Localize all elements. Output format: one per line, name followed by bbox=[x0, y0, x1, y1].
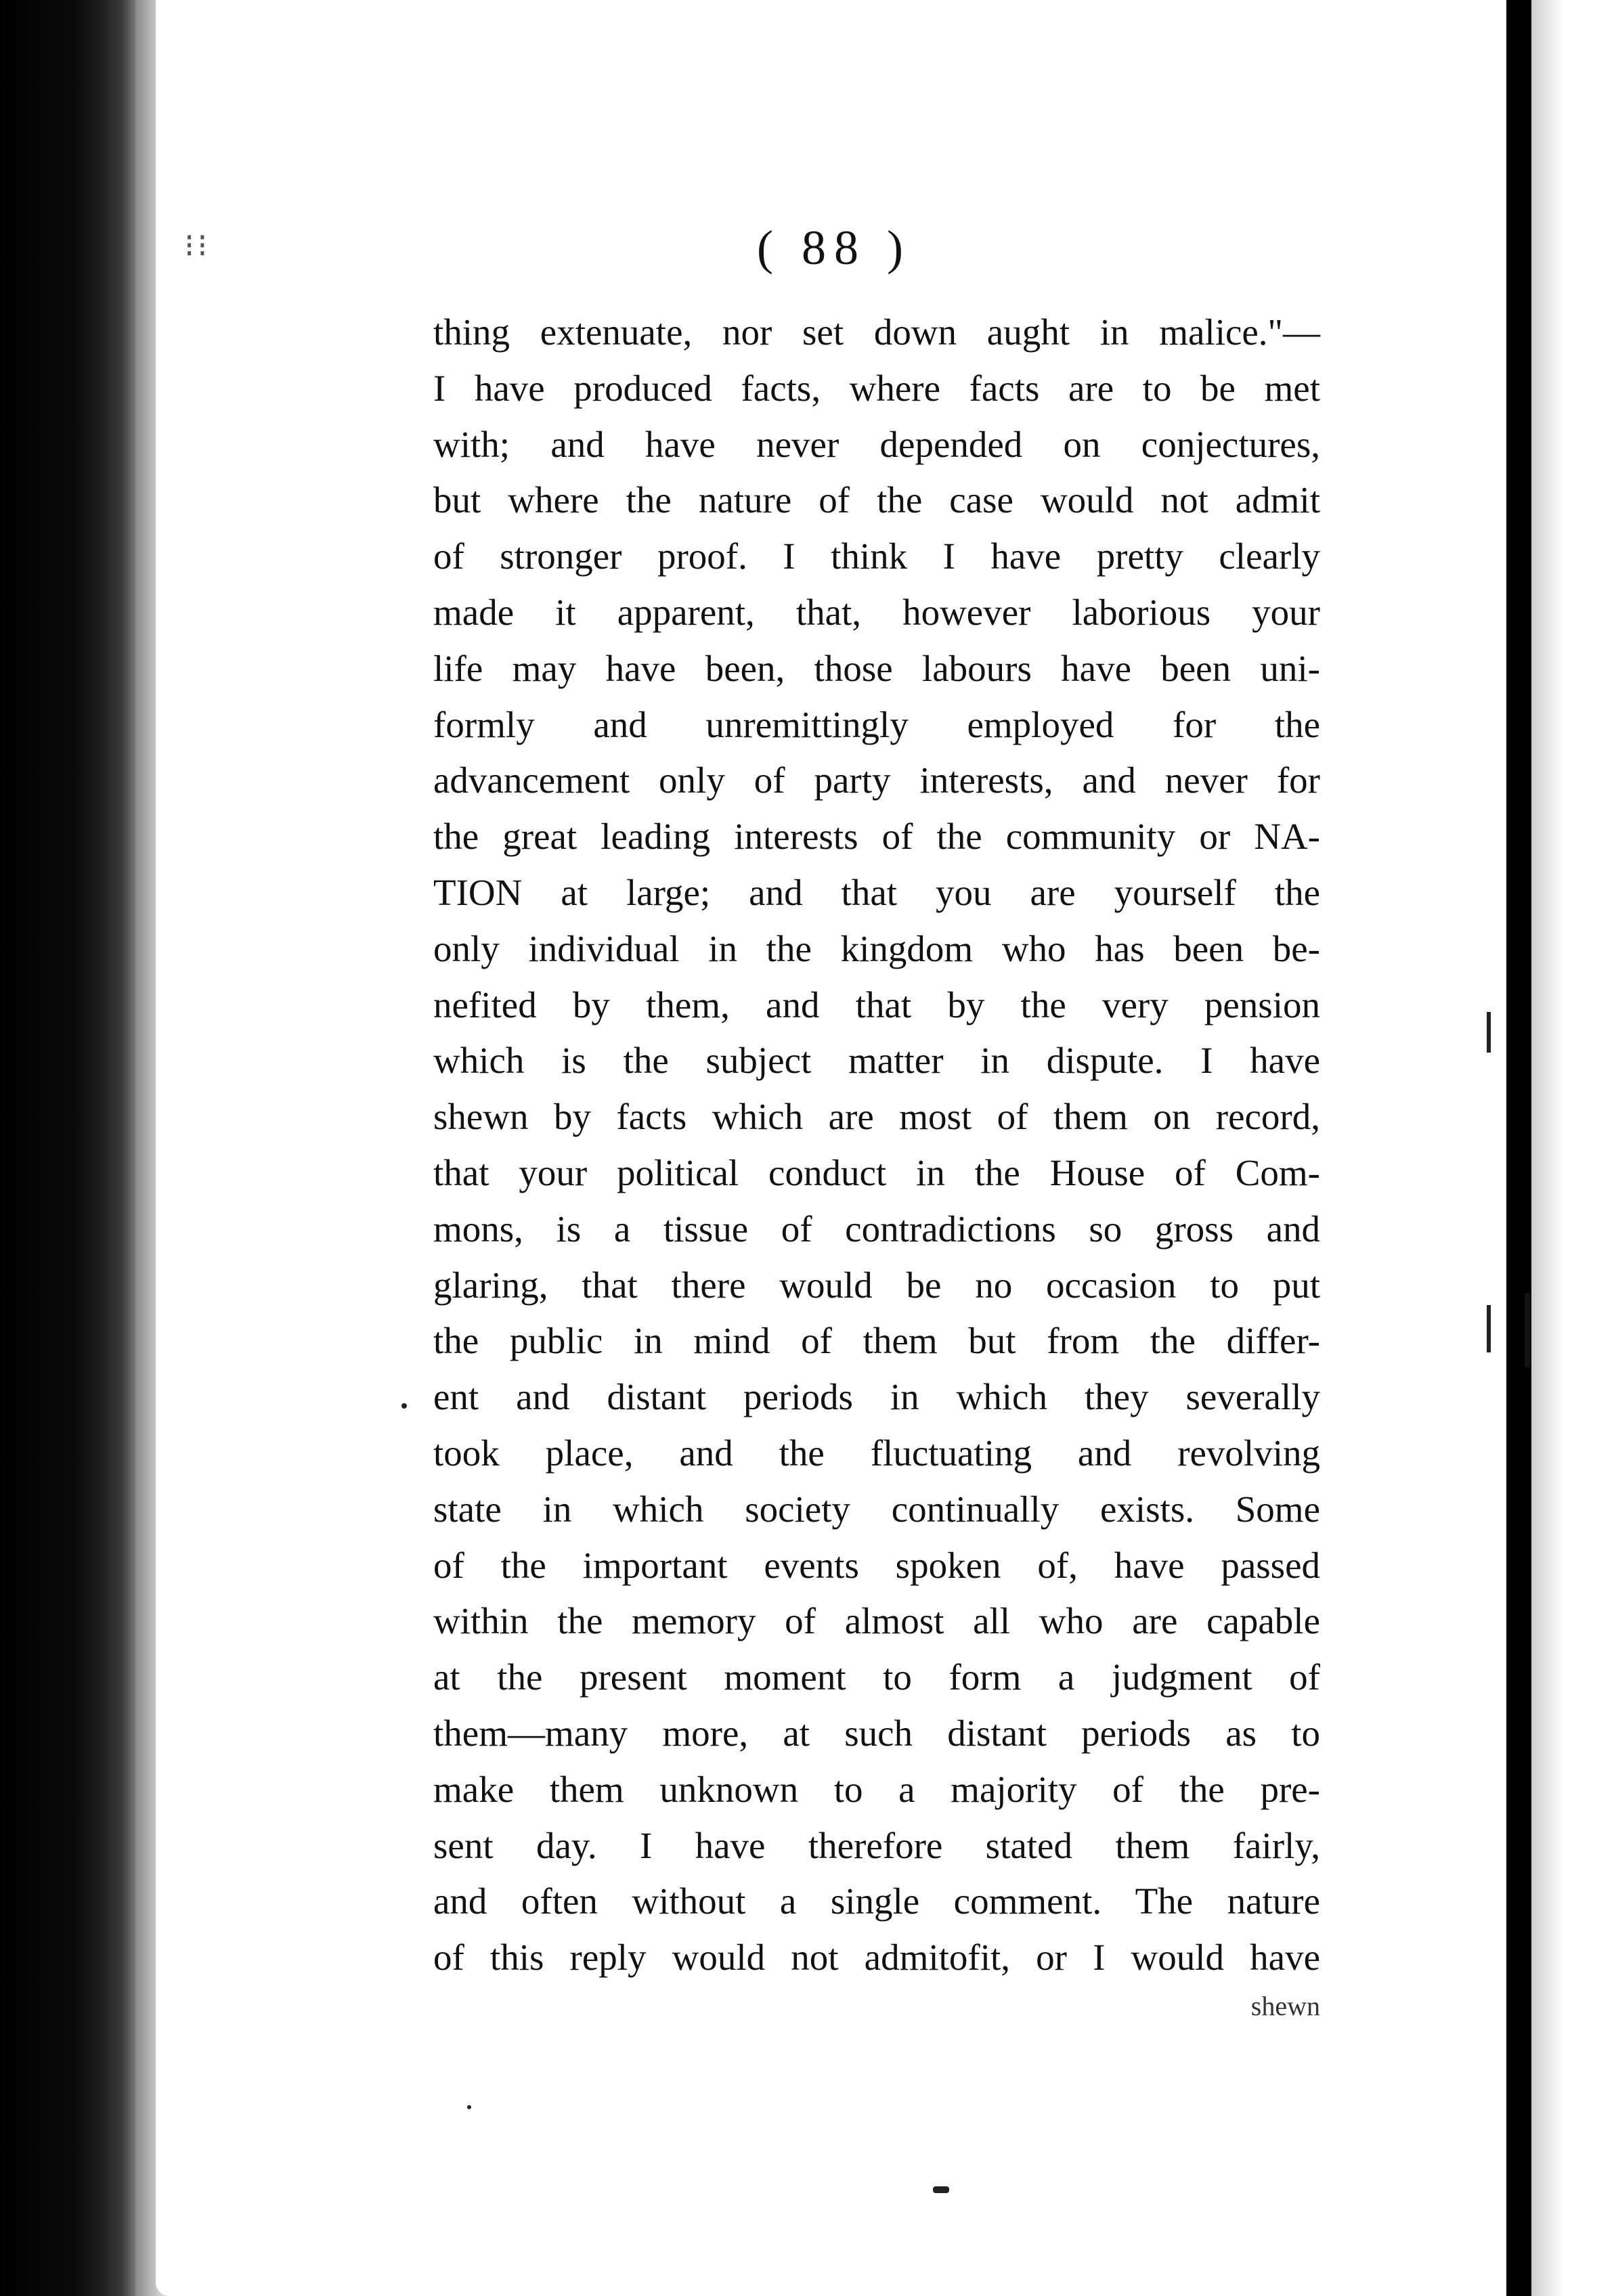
text-line: glaring, that there would be no occasion to put bbox=[433, 1264, 1320, 1306]
ink-speck bbox=[401, 1403, 407, 1409]
text-line: that your political conduct in the House of Com- bbox=[433, 1151, 1320, 1193]
margin-ink-mark bbox=[1487, 1012, 1491, 1053]
text-line: which is the subject matter in dispute. I have bbox=[433, 1040, 1320, 1082]
text-line: the public in mind of them but from the differ- bbox=[433, 1320, 1320, 1362]
text-line: of the important events spoken of, have passed bbox=[433, 1544, 1320, 1586]
text-line: only individual in the kingdom who has been be- bbox=[433, 927, 1320, 969]
text-line: at the present moment to form a judgment of bbox=[433, 1656, 1320, 1698]
text-line: make them unknown to a majority of the pre- bbox=[433, 1768, 1320, 1810]
text-line: but where the nature of the case would not admit bbox=[433, 479, 1320, 521]
page-number: ( 88 ) bbox=[757, 221, 911, 275]
text-line: the great leading interests of the community or NA- bbox=[433, 816, 1320, 858]
text-line: with; and have never depended on conjectures, bbox=[433, 423, 1320, 465]
text-line: advancement only of party interests, and never for bbox=[433, 759, 1320, 801]
text-line: life may have been, those labours have been uni- bbox=[433, 647, 1320, 689]
text-line: made it apparent, that, however laborious your bbox=[433, 591, 1320, 633]
margin-ink-mark bbox=[1487, 1305, 1491, 1352]
text-line: state in which society continually exists. Some bbox=[433, 1488, 1320, 1530]
text-line: of this reply would not admitofit, or I would have bbox=[433, 1937, 1320, 1979]
text-line: and often without a single comment. The nature bbox=[433, 1880, 1320, 1922]
text-line: took place, and the fluctuating and revolving bbox=[433, 1432, 1320, 1474]
text-line: I have produced facts, where facts are to be met bbox=[433, 367, 1320, 409]
adjacent-page-edge bbox=[1531, 0, 1614, 2296]
catchword: shewn bbox=[1250, 1990, 1320, 2021]
book-spine-shadow bbox=[0, 0, 135, 2296]
text-line: nefited by them, and that by the very pension bbox=[433, 984, 1320, 1025]
text-line: them—many more, at such distant periods as to bbox=[433, 1712, 1320, 1754]
text-line: ent and distant periods in which they severally bbox=[433, 1376, 1320, 1418]
ink-speck bbox=[467, 2105, 471, 2109]
margin-ink-mark: ⁝⁝ bbox=[184, 228, 211, 264]
text-line: within the memory of almost all who are capable bbox=[433, 1600, 1320, 1642]
text-line: formly and unremittingly employed for the bbox=[433, 703, 1320, 745]
text-line: TION at large; and that you are yourself the bbox=[433, 871, 1320, 913]
text-line: thing extenuate, nor set down aught in malice."— bbox=[433, 311, 1320, 353]
margin-ink-mark bbox=[1525, 1293, 1530, 1367]
ink-speck bbox=[933, 2186, 949, 2193]
page-number-header bbox=[0, 220, 1614, 276]
body-text bbox=[433, 305, 1320, 2027]
text-line: of stronger proof. I think I have pretty clearly bbox=[433, 535, 1320, 577]
text-line: mons, is a tissue of contradictions so gross and bbox=[433, 1208, 1320, 1250]
text-line: shewn by facts which are most of them on record, bbox=[433, 1096, 1320, 1138]
text-line: sent day. I have therefore stated them fairly, bbox=[433, 1824, 1320, 1866]
